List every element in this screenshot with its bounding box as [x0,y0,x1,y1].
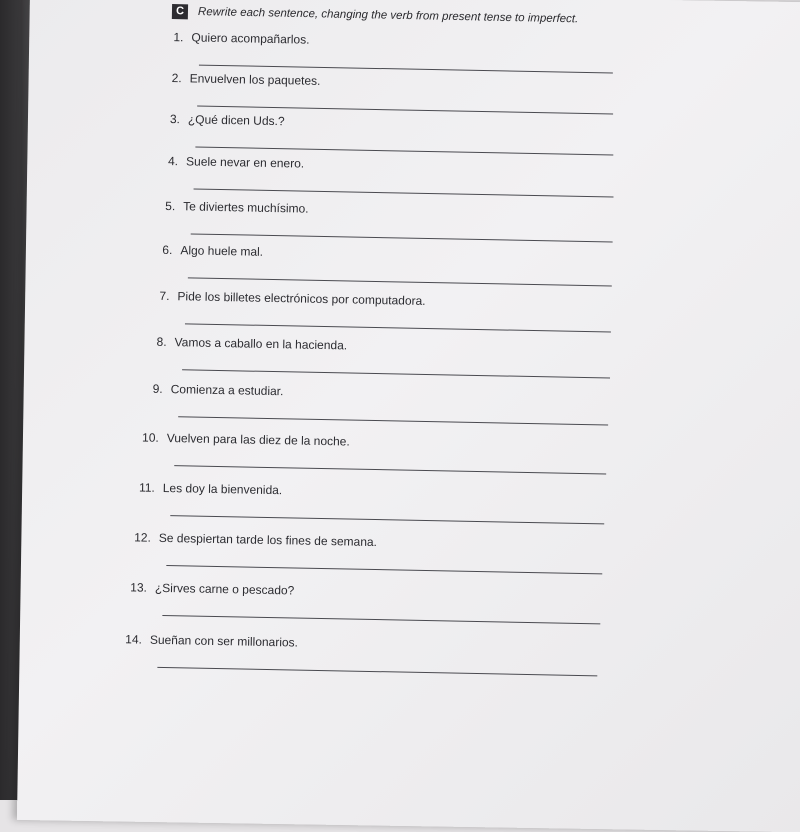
question-text: Les doy la bienvenida. [162,480,283,498]
question-number: 14. [125,632,143,647]
section-instruction: Rewrite each sentence, changing the verb from present tense to imperfect. [197,6,579,26]
question-text: Vamos a caballo en la hacienda. [174,335,348,353]
question-number: 9. [152,381,163,396]
answer-line[interactable] [185,323,611,332]
question-text: ¿Qué dicen Uds.? [187,112,285,129]
answer-line[interactable] [174,465,606,474]
section-letter: C [172,4,188,19]
answer-line[interactable] [162,615,600,624]
section-header [172,4,579,27]
question-number: 10. [141,430,159,445]
question-item [132,334,347,352]
question-number: 5. [165,198,176,214]
question-number: 6. [162,242,173,258]
answer-line[interactable] [157,667,597,676]
answer-line[interactable] [194,188,614,197]
question-item [117,530,377,549]
answer-line[interactable] [170,515,604,524]
question-number: 2. [171,71,182,86]
question-number: 8. [156,334,167,349]
question-item [108,632,298,650]
question-item [113,580,295,597]
answer-line[interactable] [178,416,608,425]
question-text: Se despiertan tarde los fines de semana. [158,530,378,550]
question-text: Algo huele mal. [180,243,264,259]
question-item [149,30,309,47]
question-item [121,480,283,497]
answer-line[interactable] [166,565,602,574]
question-text: Envuelven los paquetes. [189,71,321,88]
question-text: Suele nevar en enero. [185,154,305,171]
question-item [138,242,263,258]
question-text: ¿Sirves carne o pescado? [154,580,295,598]
question-item [125,430,350,448]
question-text: Comienza a estudiar. [170,382,284,399]
question-item [135,288,425,308]
question-text: Sueñan con ser millonarios. [149,632,299,650]
question-number: 12. [134,530,151,545]
question-item [148,71,321,88]
question-number: 4. [167,153,179,169]
question-text: Vuelven para las diez de la noche. [166,431,350,449]
question-item [144,154,304,171]
question-item [141,198,309,215]
question-number: 3. [169,112,181,127]
question-text: Quiero acompañarlos. [191,30,310,47]
answer-line[interactable] [191,233,613,242]
question-number: 11. [138,480,155,495]
question-number: 1. [173,30,184,45]
question-item [129,381,284,398]
answer-line[interactable] [195,147,613,156]
answer-line[interactable] [182,369,610,378]
question-text: Te diviertes muchísimo. [183,199,309,216]
question-text: Pide los billetes electrónicos por computadora. [177,289,426,308]
question-number: 13. [130,580,148,595]
answer-line[interactable] [188,277,612,286]
question-item [146,112,285,129]
question-number: 7. [159,288,170,304]
